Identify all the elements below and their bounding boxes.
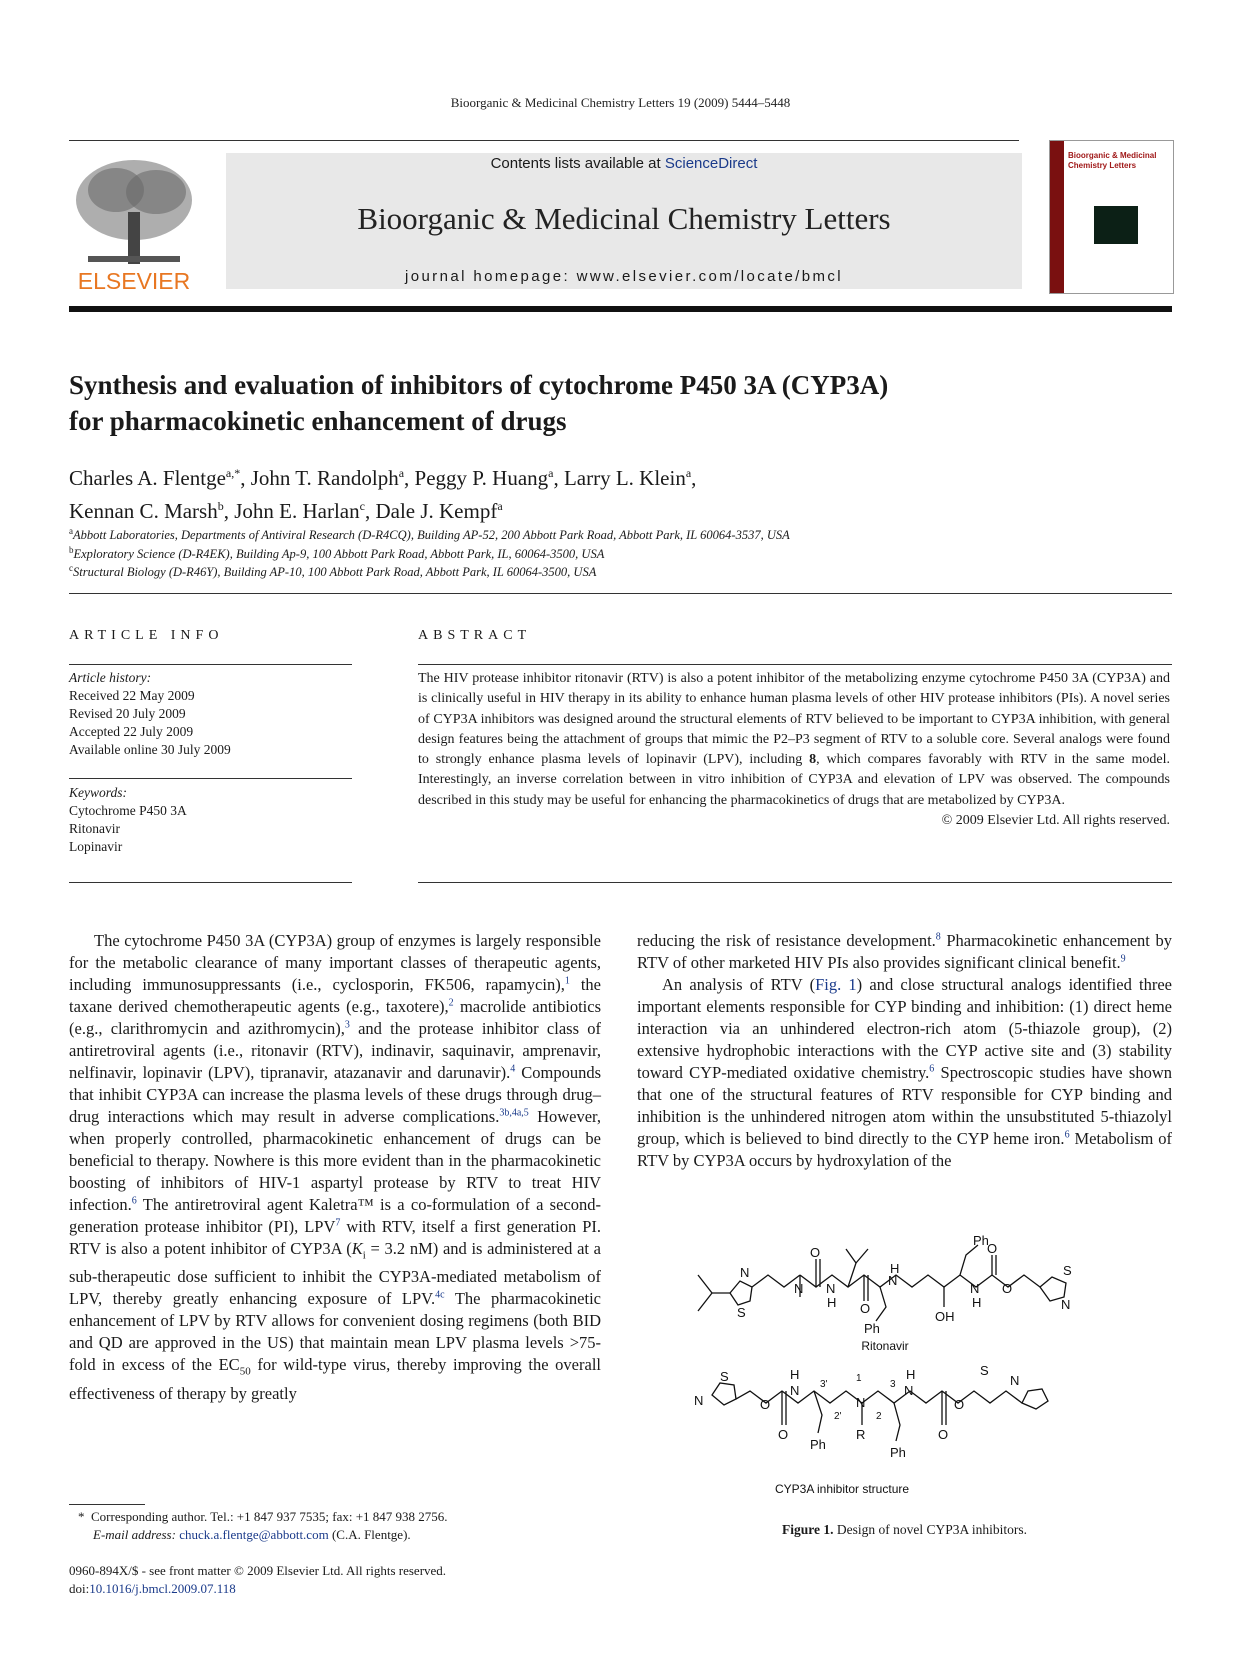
svg-text:N: N (794, 1281, 804, 1296)
reference-link[interactable]: 7 (335, 1217, 341, 1229)
svg-text:N: N (1061, 1297, 1071, 1312)
svg-text:S: S (720, 1369, 729, 1384)
svg-text:O: O (760, 1397, 771, 1412)
footnote-rule (69, 1504, 145, 1505)
reference-link[interactable]: 4c (435, 1289, 445, 1301)
affiliation-b: $^b$Exploratory Science (D-R4EK), Building Ap-9, 100 Abbott Park Road, Abbott Park, IL, 60064-3500, USA (69, 545, 605, 562)
issn-doi: 0960-894X/$ - see front matter © 2009 Elsevier Ltd. All rights reserved. doi:10.1016/j.bmcl.2009.07.118 (69, 1563, 447, 1596)
affiliation-c: $^c$Structural Biology (D-R46Y), Building AP-10, 100 Abbott Park Road, Abbott Park, IL 60064-3500, USA (69, 563, 597, 580)
reference-link[interactable]: 9 (1120, 953, 1126, 965)
svg-text:N: N (888, 1273, 898, 1288)
svg-text:ELSEVIER: ELSEVIER (77, 268, 191, 294)
svg-text:N: N (904, 1383, 914, 1398)
journal-cover-image: Bioorganic & Medicinal Chemistry Letters (1049, 140, 1174, 294)
svg-text:H: H (790, 1367, 800, 1382)
svg-text:O: O (860, 1301, 871, 1316)
abstract-rule (418, 664, 1172, 665)
svg-text:OH: OH (935, 1309, 955, 1324)
reference-link[interactable]: 1 (564, 975, 570, 987)
journal-homepage[interactable]: journal homepage: www.elsevier.com/locate/bmcl (404, 268, 844, 285)
figure-link[interactable]: Fig. 1 (815, 975, 857, 994)
svg-text:Ph: Ph (810, 1437, 826, 1452)
keyword: Cytochrome P450 3A (69, 803, 187, 818)
history-rule (69, 778, 352, 779)
svg-text:H: H (827, 1295, 837, 1310)
svg-text:R: R (856, 1427, 866, 1442)
abstract-text: The HIV protease inhibitor ritonavir (RTV) is also a potent inhibitor of the metabolizing enzyme cytochrome P450 3A (CYP3A) and is clinically useful in HIV therapy in its ability to enhance human plasma levels of other HIV protease inhibitors (PIs). A novel series of CYP3A inhibitors was designed around the structural elements of RTV believed to be important to CYP3A inhibition, with general design features being the attachment of groups that mimic the P2–P3 segment of RTV to a soluble core. Several analogs were found to strongly enhance plasma levels of lopinavir (LPV), including 8, which compares favorably with RTV in the same model. Interestingly, an inverse correlation between in vitro inhibition of CYP3A and elevation of LPV was observed. The compounds described in this study may be useful for enhancing the pharmacokinetics of drugs that are metabolized by CYP3A. © 2009 Elsevier Ltd. All rights reserved. (418, 669, 1170, 831)
body-right-column: reducing the risk of resistance development.$^8$ Pharmacokinetic enhancement by RTV of other marketed HIV PIs also provides significant clinical benefit.$^9$ An analysis of RTV (Fig. 1) and close structural analogs identified three important elements responsible for CYP binding and inhibition: (1) direct heme interaction via an unhindered electron-rich atom (5-thiazole group), (2) extensive hydrophobic interactions with the CYP active site and (3) stability toward CYP-mediated oxidative chemistry.$^6$ Spectroscopic studies have shown that one of the structural features of RTV responsible for CYP binding and inhibition is the unhindered nitrogen atom within the unsubstituted 5-thiazolyl group, which is believed to bind directly to the CYP heme iron.$^6$ Metabolism of RTV by CYP3A occurs by hydroxylation of the (637, 931, 1173, 1170)
journal-banner (226, 153, 1022, 289)
affiliation-a: $^a$Abbott Laboratories, Departments of Antiviral Research (D-R4CQ), Building AP-52, 200 Abbott Park Road, Abbott Park, IL 60064-3537, USA (69, 526, 790, 543)
elsevier-logo (68, 152, 200, 292)
svg-text:N: N (790, 1383, 800, 1398)
email-link[interactable]: chuck.a.flentge@abbott.com (179, 1527, 329, 1542)
copyright: © 2009 Elsevier Ltd. All rights reserved. (941, 813, 1170, 829)
svg-text:H: H (972, 1295, 982, 1310)
svg-text:O: O (954, 1397, 965, 1412)
reference-link[interactable]: 3 (344, 1019, 350, 1031)
svg-text:1: 1 (856, 1373, 862, 1384)
svg-text:O: O (1002, 1281, 1013, 1296)
reference-link[interactable]: 6 (929, 1063, 935, 1075)
figure-1-caption: Figure 1. Design of novel CYP3A inhibitors. (781, 1522, 1027, 1537)
svg-text:O: O (938, 1427, 949, 1442)
svg-text:N: N (1010, 1373, 1020, 1388)
svg-text:3': 3' (820, 1379, 828, 1390)
svg-text:N: N (826, 1281, 836, 1296)
abstract-bottom-rule (418, 882, 1172, 883)
svg-text:S: S (980, 1363, 989, 1378)
corresponding-author-footnote: * Corresponding author. Tel.: +1 847 937 7535; fax: +1 847 938 2756. E-mail address: chuck.a.flentge@abbott.com (C.A. Flentge). (78, 1509, 448, 1542)
header-rule (69, 140, 1019, 141)
author: John E. Harlan (234, 499, 360, 523)
keyword: Ritonavir (69, 821, 120, 836)
svg-text:O: O (810, 1245, 821, 1260)
reference-link[interactable]: 2 (448, 997, 454, 1009)
author-list: Charles A. Flentge$^{a,*}$, John T. Randolph$^a$, Peggy P. Huang$^a$, Larry L. Klein$^a$, Kennan C. Marsh$^b$, John E. Harlan$^c$, Dale J. Kempf$^a$ (69, 466, 697, 523)
inhibitor-structure-label: CYP3A inhibitor structure (774, 1482, 910, 1496)
svg-text:O: O (778, 1427, 789, 1442)
svg-text:O: O (987, 1241, 998, 1256)
author: Kennan C. Marsh (69, 499, 218, 523)
keyword: Lopinavir (69, 839, 123, 854)
article-history: Article history: Received 22 May 2009 Revised 20 July 2009 Accepted 22 July 2009 Available online 30 July 2009 (69, 670, 231, 757)
contents-line: Contents lists available at ScienceDirect (490, 155, 758, 172)
author: Dale J. Kempf (375, 499, 498, 523)
svg-text:2': 2' (834, 1411, 842, 1422)
header-thick-rule (69, 306, 1172, 312)
reference-link[interactable]: 4 (510, 1063, 516, 1075)
svg-text:H: H (890, 1261, 900, 1276)
svg-text:N: N (740, 1265, 750, 1280)
svg-text:S: S (737, 1305, 746, 1320)
article-info-heading: ARTICLE INFO (69, 628, 224, 643)
reference-link[interactable]: 6 (1064, 1129, 1070, 1141)
svg-text:H: H (906, 1367, 916, 1382)
author: Larry L. Klein (563, 466, 686, 490)
reference-link[interactable]: 8 (935, 931, 941, 943)
keywords-rule (69, 882, 352, 883)
figure-1-structures (690, 1233, 1120, 1496)
affiliation-rule (69, 593, 1172, 594)
reference-link[interactable]: 3b,4a,5 (499, 1107, 529, 1119)
author: Charles A. Flentge (69, 466, 226, 490)
reference-link[interactable]: 6 (131, 1195, 137, 1207)
abstract-heading: ABSTRACT (418, 628, 532, 643)
svg-text:N: N (694, 1393, 704, 1408)
journal-title: Bioorganic & Medicinal Chemistry Letters (357, 201, 891, 236)
body-left-column: The cytochrome P450 3A (CYP3A) group of enzymes is largely responsible for the metabolic clearance of many important classes of therapeutic agents, including immunosuppressants (i.e., cyclosporin, FK506, rapamycin),$^1$ the taxane derived chemotherapeutic agents (e.g., taxotere),$^2$ macrolide antibiotics (e.g., clarithromycin and azithromycin),$^3$ and the protease inhibitor class of antiretroviral agents (i.e., ritonavir (RTV), indinavir, saquinavir, amprenavir, nelfinavir, lopinavir (LPV), tipranavir, atazanavir and darunavir).$^4$ Compounds that inhibit CYP3A can increase the plasma levels of these drugs through drug–drug interactions which may result in adverse complications.$^{3b,4a,5}$ However, when properly controlled, pharmacokinetic enhancement of drugs can be beneficial to therapy. Nowhere is this more evident than in the pharmacokinetic boosting of inhibitors of HIV-1 aspartyl protease by RTV to treat HIV infection.$^6$ The antiretroviral agent Kaletra™ is a co-formulation of a second-generation protease inhibitor (PI), LPV$^7$ with RTV, itself a first generation PI. RTV is also a potent inhibitor of CYP3A ($K_i = 3.2$ nM) and is administered at a sub-therapeutic dose sufficient to inhibit the CYP3A-mediated metabolism of LPV, thereby greatly enhancing exposure of LPV.$^{4c}$ The pharmacokinetic enhancement of LPV by RTV allows for convenient dosing regimens (both BID and QD are approved in the US) that maintain mean LPV plasma levels >75-fold in excess of the $EC_{50}$ for wild-type virus, thereby improving the overall effectiveness of therapy by greatly (69, 931, 602, 1403)
svg-text:S: S (1063, 1263, 1072, 1278)
sciencedirect-link[interactable]: ScienceDirect (664, 155, 758, 172)
svg-text:Ph: Ph (864, 1321, 880, 1336)
author: John T. Randolph (250, 466, 399, 490)
svg-text:Ph: Ph (973, 1233, 989, 1248)
keywords: Keywords: Cytochrome P450 3A Ritonavir Lopinavir (69, 784, 352, 856)
doi-link[interactable]: 10.1016/j.bmcl.2009.07.118 (89, 1581, 236, 1596)
author: Peggy P. Huang (414, 466, 549, 490)
svg-text:2: 2 (876, 1411, 882, 1422)
ritonavir-label: Ritonavir (861, 1339, 909, 1353)
svg-text:N: N (856, 1395, 866, 1410)
journal-citation: Bioorganic & Medicinal Chemistry Letters 19 (2009) 5444–5448 (450, 95, 791, 110)
article-info-rule (69, 664, 352, 665)
article-title: Synthesis and evaluation of inhibitors of cytochrome P450 3A (CYP3A) for pharmacokinetic enhancement of drugs (69, 370, 889, 436)
svg-text:3: 3 (890, 1379, 896, 1390)
svg-text:Ph: Ph (890, 1445, 906, 1460)
svg-text:N: N (970, 1281, 980, 1296)
